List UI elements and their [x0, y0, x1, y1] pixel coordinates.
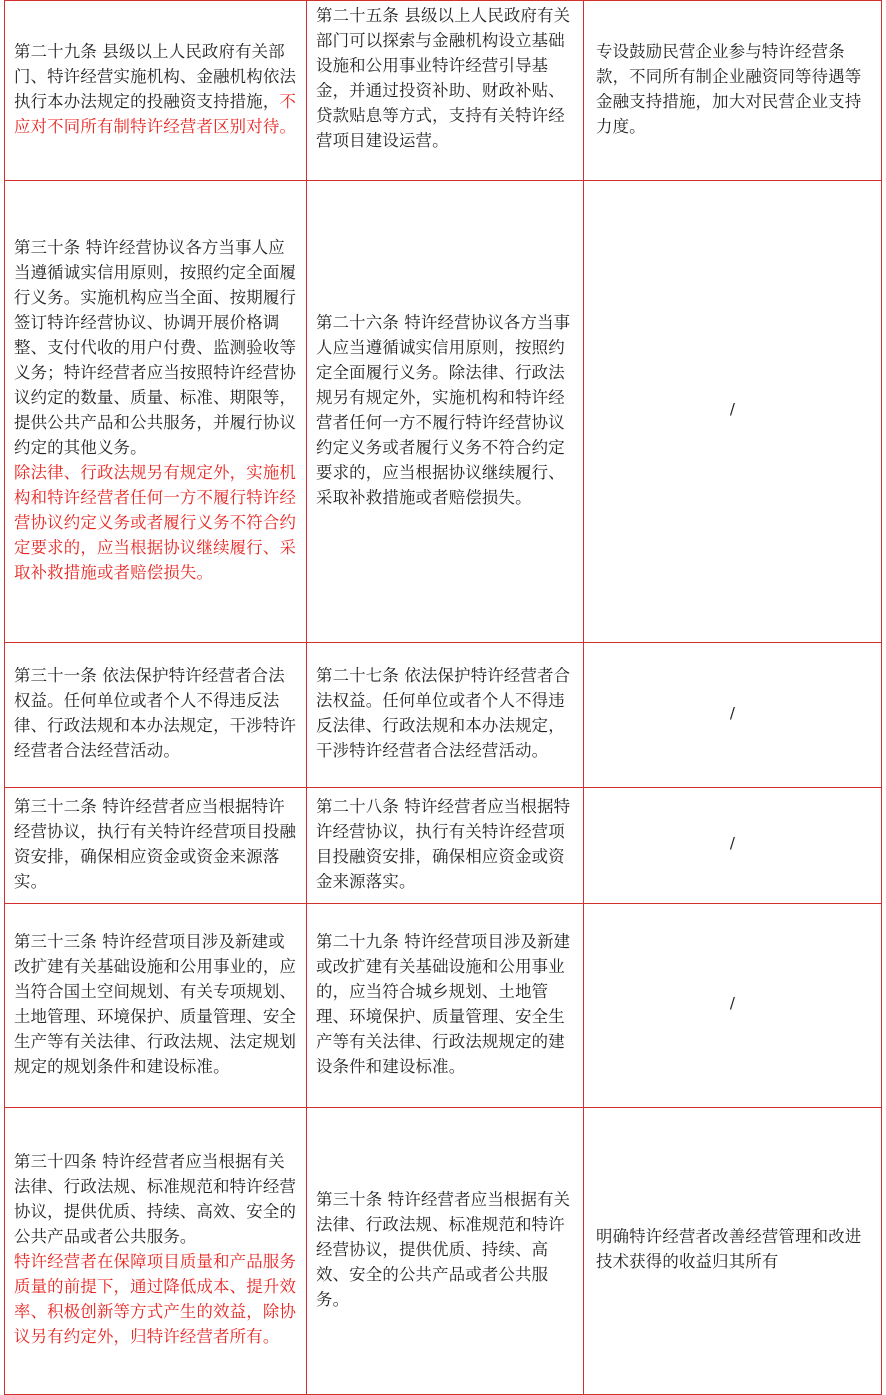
new-article-text: 第三十条 特许经营协议各方当事人应当遵循诚实信用原则，按照约定全面履行义务。实施机构应当全面、按期履行签订特许经营协议、协调开展价格调整、支付代收的用户付费、监测验收等义务；特许经营者应当按照特许经营协议约定的数量、质量、标准、期限等，提供公共产品和公共服务，并履行协议约定的其他义务。 — [14, 237, 297, 457]
new-article-cell — [5, 643, 307, 788]
old-article-text: 第二十七条 依法保护特许经营者合法权益。任何单位或者个人不得违反法律、行政法规和本办法规定，干涉特许经营者合法经营活动。 — [316, 666, 571, 760]
new-article-cell — [5, 181, 307, 643]
new-article-text: 第三十二条 特许经营者应当根据特许经营协议，执行有关特许经营项目投融资安排，确保相应资金或资金来源落实。 — [14, 796, 297, 891]
old-article-text: 第二十六条 特许经营协议各方当事人应当遵循诚实信用原则，按照约定全面履行义务。除法律、行政法规另有规定外，实施机构和特许经营者任何一方不履行特许经营协议约定义务或者履行义务不符合约定要求的，应当根据协议继续履行、采取补救措施或者赔偿损失。 — [316, 312, 571, 507]
comparison-table — [4, 0, 882, 1395]
comparison-table-frame — [4, 0, 881, 1394]
table-row — [5, 1108, 882, 1395]
old-article-cell — [307, 181, 584, 643]
old-article-text: 第二十八条 特许经营者应当根据特许经营协议，执行有关特许经营项目投融资安排，确保相应资金或资金来源落实。 — [316, 796, 571, 891]
old-article-text: 第三十条 特许经营者应当根据有关法律、行政法规、标准规范和特许经营协议，提供优质、持续、高效、安全的公共产品或者公共服务。 — [316, 1189, 571, 1309]
note-text: 明确特许经营者改善经营管理和改进技术获得的收益归其所有 — [596, 1227, 862, 1271]
new-article-cell — [5, 1, 307, 181]
new-article-text: 第三十三条 特许经营项目涉及新建或改扩建有关基础设施和公用事业的，应当符合国土空间规划、有关专项规划、土地管理、环境保护、质量管理、安全生产等有关法律、行政法规、法定规划规定的规划条件和建设标准。 — [14, 931, 297, 1076]
table-row — [5, 788, 882, 904]
table-row — [5, 643, 882, 788]
new-article-highlight: 不应对不同所有制特许经营者区别对待。 — [14, 91, 297, 136]
old-article-text: 第二十五条 县级以上人民政府有关部门可以探索与金融机构设立基础设施和公用事业特许经营引导基金，并通过投资补助、财政补贴、贷款贴息等方式，支持有关特许经营项目建设运营。 — [316, 6, 571, 150]
new-article-text: 第二十九条 县级以上人民政府有关部门、特许经营实施机构、金融机构依法执行本办法规定的投融资支持措施， — [14, 41, 297, 111]
old-article-cell — [307, 788, 584, 904]
table-row — [5, 181, 882, 643]
note-cell — [584, 1108, 882, 1395]
table-row — [5, 904, 882, 1108]
note-cell — [584, 181, 882, 643]
note-cell — [584, 1, 882, 181]
new-article-text: 第三十四条 特许经营者应当根据有关法律、行政法规、标准规范和特许经营协议，提供优质、持续、高效、安全的公共产品或者公共服务。 — [14, 1152, 297, 1246]
table-row — [5, 1, 882, 181]
old-article-cell — [307, 1108, 584, 1395]
new-article-cell — [5, 1108, 307, 1395]
new-article-highlight: 特许经营者在保障项目质量和产品服务质量的前提下，通过降低成本、提升效率、积极创新等方式产生的效益，除协议另有约定外，归特许经营者所有。 — [14, 1252, 297, 1346]
note-text: / — [729, 994, 736, 1012]
note-text: / — [729, 834, 736, 852]
note-text: 专设鼓励民营企业参与特许经营条款，不同所有制企业融资同等待遇等金融支持措施，加大对民营企业支持力度。 — [596, 41, 862, 136]
note-cell — [584, 904, 882, 1108]
old-article-cell — [307, 643, 584, 788]
new-article-cell — [5, 904, 307, 1108]
old-article-cell — [307, 1, 584, 181]
new-article-highlight: 除法律、行政法规另有规定外，实施机构和特许经营者任何一方不履行特许经营协议约定义务或者履行义务不符合约定要求的，应当根据协议继续履行、采取补救措施或者赔偿损失。 — [14, 462, 297, 582]
note-text: / — [729, 400, 736, 418]
new-article-text: 第三十一条 依法保护特许经营者合法权益。任何单位或者个人不得违反法律、行政法规和本办法规定，干涉特许经营者合法经营活动。 — [14, 666, 297, 760]
new-article-cell — [5, 788, 307, 904]
note-cell — [584, 643, 882, 788]
note-cell — [584, 788, 882, 904]
note-text: / — [729, 703, 736, 722]
old-article-text: 第二十九条 特许经营项目涉及新建或改扩建有关基础设施和公用事业的，应当符合城乡规划、土地管理、环境保护、质量管理、安全生产等有关法律、行政法规规定的建设条件和建设标准。 — [316, 931, 571, 1076]
old-article-cell — [307, 904, 584, 1108]
